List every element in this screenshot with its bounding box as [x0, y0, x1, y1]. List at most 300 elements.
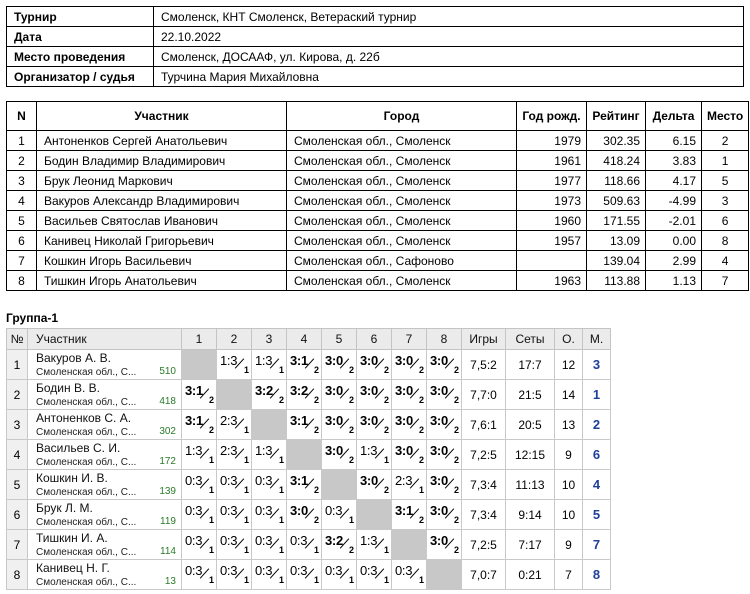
cell-delta: 3.83	[646, 151, 702, 171]
col-header-n: N	[7, 102, 37, 131]
group-player-rating: 13	[164, 576, 176, 587]
participant-row	[7, 191, 749, 211]
match-points: 2	[314, 395, 320, 405]
cell-participant: Тишкин Игорь Анатольевич	[37, 271, 287, 291]
cell-place: 6	[702, 211, 749, 231]
cell-n: 5	[7, 211, 37, 231]
cell-place: 4	[702, 251, 749, 271]
match-score: 0:3	[255, 473, 273, 488]
cell-birth-year: 1973	[517, 191, 587, 211]
group-player-cell	[28, 410, 182, 440]
match-score: 3:0	[360, 383, 378, 398]
cell-city: Смоленская обл., Смоленск	[287, 231, 517, 251]
info-value: Смоленск, КНТ Смоленск, Ветераский турнир	[154, 7, 744, 27]
cell-participant: Брук Леонид Маркович	[37, 171, 287, 191]
cell-n: 8	[7, 271, 37, 291]
match-score: 0:3	[290, 533, 308, 548]
cell-place: 5	[702, 171, 749, 191]
match-result-cell	[392, 500, 427, 530]
group-col-8: 8	[427, 329, 462, 350]
match-score: 3:0	[360, 413, 378, 428]
group-col-1: 1	[182, 329, 217, 350]
group-player-city: Смоленская обл., С...	[36, 367, 137, 378]
group-place: 5	[583, 500, 611, 530]
match-result-cell	[252, 350, 287, 380]
participants-table	[6, 101, 749, 291]
match-score: 3:0	[430, 473, 448, 488]
group-player-name[interactable]: Антоненков С. А.	[36, 411, 132, 425]
match-result-cell	[357, 560, 392, 590]
match-points: 2	[384, 425, 390, 435]
match-score: 3:1	[290, 473, 308, 488]
group-row	[7, 530, 611, 560]
cell-participant: Васильев Святослав Иванович	[37, 211, 287, 231]
tournament-info-table	[6, 6, 744, 87]
match-result-cell	[217, 500, 252, 530]
match-points: 1	[244, 515, 250, 525]
group-player-cell	[28, 440, 182, 470]
match-points: 2	[454, 395, 460, 405]
match-result-cell	[217, 560, 252, 590]
match-result-cell	[357, 530, 392, 560]
participant-row	[7, 231, 749, 251]
match-points: 2	[454, 545, 460, 555]
cell-n: 3	[7, 171, 37, 191]
match-points: 2	[454, 515, 460, 525]
group-place: 1	[583, 380, 611, 410]
group-header-row	[7, 329, 611, 350]
info-label: Турнир	[7, 7, 154, 27]
match-score: 3:2	[255, 383, 273, 398]
match-score: 2:3	[220, 413, 238, 428]
group-player-name[interactable]: Канивец Н. Г.	[36, 561, 110, 575]
group-sets: 9:14	[506, 500, 555, 530]
group-player-rating: 418	[159, 396, 176, 407]
match-result-cell	[287, 530, 322, 560]
cell-delta: -2.01	[646, 211, 702, 231]
group-player-name[interactable]: Васильев С. И.	[36, 441, 121, 455]
match-result-cell	[252, 500, 287, 530]
match-result-cell	[182, 560, 217, 590]
group-col-sets: Сеты	[506, 329, 555, 350]
match-score: 3:0	[325, 353, 343, 368]
match-result-cell	[252, 560, 287, 590]
match-result-cell	[427, 470, 462, 500]
match-result-cell	[322, 530, 357, 560]
match-result-cell	[322, 500, 357, 530]
match-points: 1	[279, 455, 285, 465]
info-value: 22.10.2022	[154, 27, 744, 47]
group-col-2: 2	[217, 329, 252, 350]
cell-n: 7	[7, 251, 37, 271]
info-value: Турчина Мария Михайловна	[154, 67, 744, 87]
match-result-cell	[392, 470, 427, 500]
match-score: 3:2	[290, 383, 308, 398]
match-score: 1:3	[360, 533, 378, 548]
group-player-city: Смоленская обл., С...	[36, 517, 137, 528]
match-points: 1	[244, 545, 250, 555]
match-score: 3:0	[360, 353, 378, 368]
match-score: 0:3	[185, 473, 203, 488]
group-self-cell	[392, 530, 427, 560]
group-player-cell	[28, 560, 182, 590]
group-place: 2	[583, 410, 611, 440]
cell-birth-year: 1977	[517, 171, 587, 191]
group-row-number: 3	[7, 410, 28, 440]
match-points: 2	[419, 395, 425, 405]
match-score: 0:3	[360, 563, 378, 578]
match-score: 0:3	[255, 563, 273, 578]
cell-birth-year: 1979	[517, 131, 587, 151]
match-result-cell	[357, 410, 392, 440]
match-points: 2	[349, 425, 355, 435]
match-score: 1:3	[255, 353, 273, 368]
match-points: 1	[384, 545, 390, 555]
group-row-number: 4	[7, 440, 28, 470]
info-label: Место проведения	[7, 47, 154, 67]
participant-row	[7, 271, 749, 291]
match-points: 1	[244, 575, 250, 585]
cell-participant: Кошкин Игорь Васильевич	[37, 251, 287, 271]
group-place: 4	[583, 470, 611, 500]
match-result-cell	[252, 470, 287, 500]
match-score: 3:1	[395, 503, 413, 518]
match-points: 1	[419, 575, 425, 585]
match-result-cell	[217, 440, 252, 470]
cell-n: 4	[7, 191, 37, 211]
match-result-cell	[322, 350, 357, 380]
group-player-city: Смоленская обл., С...	[36, 577, 137, 588]
cell-place: 7	[702, 271, 749, 291]
col-header-delta: Дельта	[646, 102, 702, 131]
group-col-6: 6	[357, 329, 392, 350]
group-player-city: Смоленская обл., С...	[36, 547, 137, 558]
match-points: 2	[314, 485, 320, 495]
group-row	[7, 410, 611, 440]
group-title: Группа-1	[6, 311, 59, 325]
group-player-cell	[28, 470, 182, 500]
cell-rating: 509.63	[587, 191, 646, 211]
cell-participant: Антоненков Сергей Анатольевич	[37, 131, 287, 151]
info-label: Дата	[7, 27, 154, 47]
match-score: 3:0	[430, 383, 448, 398]
col-header-rating: Рейтинг	[587, 102, 646, 131]
group-points: 7	[555, 560, 583, 590]
group-col-no: №	[7, 329, 28, 350]
match-result-cell	[357, 350, 392, 380]
match-points: 2	[349, 455, 355, 465]
match-score: 1:3	[220, 353, 238, 368]
group-player-name[interactable]: Тишкин И. А.	[36, 531, 108, 545]
group-player-name[interactable]: Кошкин И. В.	[36, 471, 108, 485]
match-score: 0:3	[255, 533, 273, 548]
match-points: 2	[349, 365, 355, 375]
group-player-city: Смоленская обл., С...	[36, 397, 137, 408]
match-result-cell	[392, 410, 427, 440]
group-col-place: М.	[583, 329, 611, 350]
match-result-cell	[427, 410, 462, 440]
match-score: 3:1	[185, 383, 203, 398]
match-points: 1	[209, 455, 215, 465]
match-score: 0:3	[220, 533, 238, 548]
cell-rating: 418.24	[587, 151, 646, 171]
match-points: 1	[209, 545, 215, 555]
match-points: 2	[454, 485, 460, 495]
match-score: 3:0	[430, 413, 448, 428]
group-self-cell	[182, 350, 217, 380]
match-result-cell	[357, 440, 392, 470]
group-row-number: 1	[7, 350, 28, 380]
match-points: 1	[244, 455, 250, 465]
match-points: 1	[244, 425, 250, 435]
cell-rating: 118.66	[587, 171, 646, 191]
group-row	[7, 500, 611, 530]
match-points: 1	[314, 545, 320, 555]
match-points: 1	[209, 575, 215, 585]
info-value: Смоленск, ДОСААФ, ул. Кирова, д. 22б	[154, 47, 744, 67]
match-result-cell	[252, 440, 287, 470]
match-score: 3:0	[395, 413, 413, 428]
group-place: 3	[583, 350, 611, 380]
match-points: 2	[419, 455, 425, 465]
cell-delta: 6.15	[646, 131, 702, 151]
match-result-cell	[322, 410, 357, 440]
cell-participant: Вакуров Александр Владимирович	[37, 191, 287, 211]
match-points: 1	[209, 515, 215, 525]
match-result-cell	[427, 380, 462, 410]
group-player-name[interactable]: Брук Л. М.	[36, 501, 93, 515]
group-col-7: 7	[392, 329, 427, 350]
cell-place: 3	[702, 191, 749, 211]
cell-place: 8	[702, 231, 749, 251]
match-score: 3:0	[395, 353, 413, 368]
match-points: 2	[454, 455, 460, 465]
match-result-cell	[287, 560, 322, 590]
group-row-number: 8	[7, 560, 28, 590]
match-points: 2	[454, 365, 460, 375]
match-result-cell	[182, 440, 217, 470]
participant-row	[7, 171, 749, 191]
group-player-rating: 510	[159, 366, 176, 377]
cell-birth-year: 1957	[517, 231, 587, 251]
match-result-cell	[427, 440, 462, 470]
cell-city: Смоленская обл., Смоленск	[287, 211, 517, 231]
cell-birth-year: 1960	[517, 211, 587, 231]
match-points: 1	[384, 575, 390, 585]
match-result-cell	[392, 560, 427, 590]
match-points: 2	[314, 365, 320, 375]
match-result-cell	[182, 410, 217, 440]
match-points: 2	[349, 545, 355, 555]
group-results-table	[6, 328, 611, 590]
col-header-city: Город	[287, 102, 517, 131]
group-player-city: Смоленская обл., С...	[36, 487, 137, 498]
match-result-cell	[357, 380, 392, 410]
group-col-5: 5	[322, 329, 357, 350]
group-row	[7, 350, 611, 380]
col-header-place: Место	[702, 102, 749, 131]
group-sets: 0:21	[506, 560, 555, 590]
group-player-name[interactable]: Бодин В. В.	[36, 381, 100, 395]
cell-rating: 113.88	[587, 271, 646, 291]
match-result-cell	[357, 470, 392, 500]
match-points: 2	[209, 395, 215, 405]
group-self-cell	[322, 470, 357, 500]
cell-place: 2	[702, 131, 749, 151]
group-points: 10	[555, 500, 583, 530]
group-games: 7,3:4	[462, 500, 506, 530]
match-score: 0:3	[325, 503, 343, 518]
group-col-4: 4	[287, 329, 322, 350]
cell-delta: 2.99	[646, 251, 702, 271]
match-result-cell	[182, 530, 217, 560]
info-label: Организатор / судья	[7, 67, 154, 87]
group-self-cell	[252, 410, 287, 440]
cell-participant: Канивец Николай Григорьевич	[37, 231, 287, 251]
match-score: 3:1	[290, 413, 308, 428]
cell-participant: Бодин Владимир Владимирович	[37, 151, 287, 171]
match-score: 3:0	[430, 503, 448, 518]
cell-delta: 1.13	[646, 271, 702, 291]
match-points: 1	[349, 515, 355, 525]
match-score: 3:0	[430, 353, 448, 368]
match-result-cell	[427, 350, 462, 380]
match-result-cell	[287, 500, 322, 530]
group-col-games: Игры	[462, 329, 506, 350]
match-result-cell	[287, 350, 322, 380]
match-result-cell	[217, 470, 252, 500]
match-points: 2	[454, 425, 460, 435]
match-score: 3:0	[360, 473, 378, 488]
group-row-number: 7	[7, 530, 28, 560]
match-score: 3:0	[395, 443, 413, 458]
participant-row	[7, 131, 749, 151]
match-score: 0:3	[185, 533, 203, 548]
group-player-rating: 139	[159, 486, 176, 497]
cell-delta: -4.99	[646, 191, 702, 211]
group-player-rating: 114	[160, 546, 176, 557]
match-points: 2	[384, 395, 390, 405]
cell-city: Смоленская обл., Смоленск	[287, 171, 517, 191]
group-games: 7,0:7	[462, 560, 506, 590]
match-result-cell	[322, 560, 357, 590]
match-points: 2	[419, 515, 425, 525]
group-player-city: Смоленская обл., С...	[36, 457, 137, 468]
group-row	[7, 560, 611, 590]
match-points: 1	[419, 485, 425, 495]
match-result-cell	[182, 470, 217, 500]
group-place: 8	[583, 560, 611, 590]
match-result-cell	[217, 410, 252, 440]
group-place: 7	[583, 530, 611, 560]
match-points: 1	[209, 485, 215, 495]
group-games: 7,5:2	[462, 350, 506, 380]
match-points: 1	[279, 515, 285, 525]
match-score: 3:0	[395, 383, 413, 398]
cell-n: 2	[7, 151, 37, 171]
group-points: 9	[555, 530, 583, 560]
group-player-cell	[28, 500, 182, 530]
match-points: 1	[244, 365, 250, 375]
cell-rating: 302.35	[587, 131, 646, 151]
cell-place: 1	[702, 151, 749, 171]
match-points: 2	[419, 425, 425, 435]
match-score: 1:3	[255, 443, 273, 458]
group-player-cell	[28, 350, 182, 380]
match-score: 2:3	[220, 443, 238, 458]
match-score: 3:0	[290, 503, 308, 518]
group-row	[7, 470, 611, 500]
group-sets: 11:13	[506, 470, 555, 500]
match-result-cell	[392, 380, 427, 410]
group-points: 9	[555, 440, 583, 470]
match-points: 1	[279, 575, 285, 585]
group-games: 7,3:4	[462, 470, 506, 500]
match-score: 0:3	[255, 503, 273, 518]
match-points: 1	[244, 485, 250, 495]
cell-rating: 139.04	[587, 251, 646, 271]
match-score: 0:3	[325, 563, 343, 578]
match-score: 0:3	[220, 473, 238, 488]
match-points: 2	[384, 485, 390, 495]
group-self-cell	[427, 560, 462, 590]
group-player-name[interactable]: Вакуров А. В.	[36, 351, 111, 365]
group-row	[7, 380, 611, 410]
match-score: 0:3	[395, 563, 413, 578]
match-result-cell	[287, 470, 322, 500]
group-points: 12	[555, 350, 583, 380]
group-player-cell	[28, 530, 182, 560]
match-points: 1	[384, 455, 390, 465]
match-result-cell	[392, 350, 427, 380]
info-row-organizer	[7, 67, 744, 87]
match-score: 0:3	[290, 563, 308, 578]
group-col-points: О.	[555, 329, 583, 350]
cell-city: Смоленская обл., Сафоново	[287, 251, 517, 271]
match-score: 3:0	[430, 533, 448, 548]
match-score: 3:1	[290, 353, 308, 368]
match-score: 1:3	[185, 443, 203, 458]
cell-birth-year: 1963	[517, 271, 587, 291]
match-points: 2	[209, 425, 215, 435]
match-score: 3:0	[430, 443, 448, 458]
info-row-venue	[7, 47, 744, 67]
match-score: 0:3	[185, 503, 203, 518]
match-score: 0:3	[220, 503, 238, 518]
match-result-cell	[287, 410, 322, 440]
match-points: 1	[279, 365, 285, 375]
group-games: 7,6:1	[462, 410, 506, 440]
match-score: 2:3	[395, 473, 413, 488]
cell-rating: 13.09	[587, 231, 646, 251]
cell-city: Смоленская обл., Смоленск	[287, 271, 517, 291]
match-points: 2	[419, 365, 425, 375]
match-result-cell	[182, 500, 217, 530]
col-header-participant: Участник	[37, 102, 287, 131]
group-sets: 12:15	[506, 440, 555, 470]
match-score: 0:3	[220, 563, 238, 578]
match-result-cell	[217, 530, 252, 560]
group-player-rating: 302	[159, 426, 176, 437]
group-row-number: 6	[7, 500, 28, 530]
match-points: 2	[349, 395, 355, 405]
cell-delta: 0.00	[646, 231, 702, 251]
cell-city: Смоленская обл., Смоленск	[287, 131, 517, 151]
group-row	[7, 440, 611, 470]
group-points: 14	[555, 380, 583, 410]
match-points: 1	[314, 575, 320, 585]
match-score: 3:0	[325, 443, 343, 458]
